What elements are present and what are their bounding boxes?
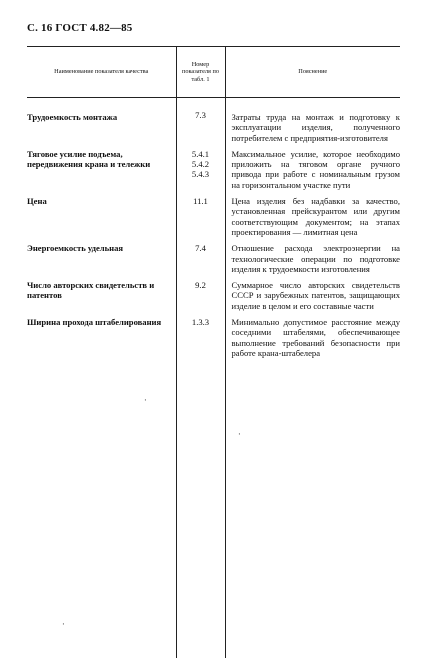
header-explanation: Пояснение [225, 47, 400, 98]
indicator-number: 7.3 [195, 110, 206, 120]
indicator-explanation: Отношение расхода электроэнергии на технологические операции по подготовке изделия к трудоемкости изготовления [231, 243, 400, 274]
header-indicator-name: Наименование показателя качества [27, 47, 176, 98]
header-indicator-number: Номер показателя по табл. 1 [176, 47, 225, 98]
indicator-name: Энергоемкость удельная [27, 243, 124, 254]
quality-indicators-table [27, 46, 400, 658]
table-row [27, 317, 400, 658]
indicator-number: 1.3.3 [191, 317, 210, 328]
table-header-row [27, 47, 400, 98]
indicator-number-cell [176, 196, 225, 243]
indicator-number-cell [176, 149, 225, 196]
scan-speck: · [62, 620, 65, 630]
indicator-name: Ширина прохода штабелирования [27, 317, 162, 328]
indicator-number: 5.4.2 [191, 159, 210, 170]
indicator-number: 11.1 [193, 196, 208, 207]
indicator-number-cell [176, 280, 225, 317]
indicator-number-cell [176, 243, 225, 280]
scan-speck: · [238, 430, 241, 440]
indicator-explanation: Затраты труда на монтаж и подготовку к эксплуатации изделия, полученного потребителем с предприятия-изготовителя [231, 112, 400, 143]
table-row [27, 196, 400, 243]
scan-speck: · [144, 396, 147, 406]
table-row [27, 98, 400, 149]
indicator-number: 7.4 [195, 243, 206, 254]
indicator-number-cell [176, 317, 225, 658]
table-row [27, 243, 400, 280]
page-header: С. 16 ГОСТ 4.82—85 [27, 22, 133, 34]
table-row [27, 149, 400, 196]
indicator-name: Тяговое усилие подъема, передвижения крана и тележки [27, 148, 151, 170]
indicator-number: 5.4.1 [191, 148, 210, 159]
indicator-name: Цена [27, 196, 47, 207]
indicator-name: Трудоемкость монтажа [27, 112, 118, 122]
indicator-explanation: Максимальное усилие, которое необходимо приложить на тяговом органе ручного привода при работе с номинальным грузом на горизонтальном участке пути [231, 148, 400, 190]
indicator-number: 5.4.3 [191, 169, 210, 180]
indicator-number-cell [176, 98, 225, 149]
table-row [27, 280, 400, 317]
indicator-explanation: Минимально допустимое расстояние между соседними штабелями, обеспечивающее выполнение требований безопасности при работе крана-штабелера [231, 317, 400, 358]
indicator-number: 9.2 [195, 280, 206, 291]
indicator-explanation: Цена изделия без надбавки за качество, установленная прейскурантом или другим соответствующим документом; на этапах проектирования — лимитная цена [231, 196, 400, 237]
indicator-name: Число авторских свидетельств и патентов [27, 280, 155, 301]
indicator-explanation: Суммарное число авторских свидетельств СССР и зарубежных патентов, защищающих изделие в целом и его составные части [231, 280, 400, 311]
